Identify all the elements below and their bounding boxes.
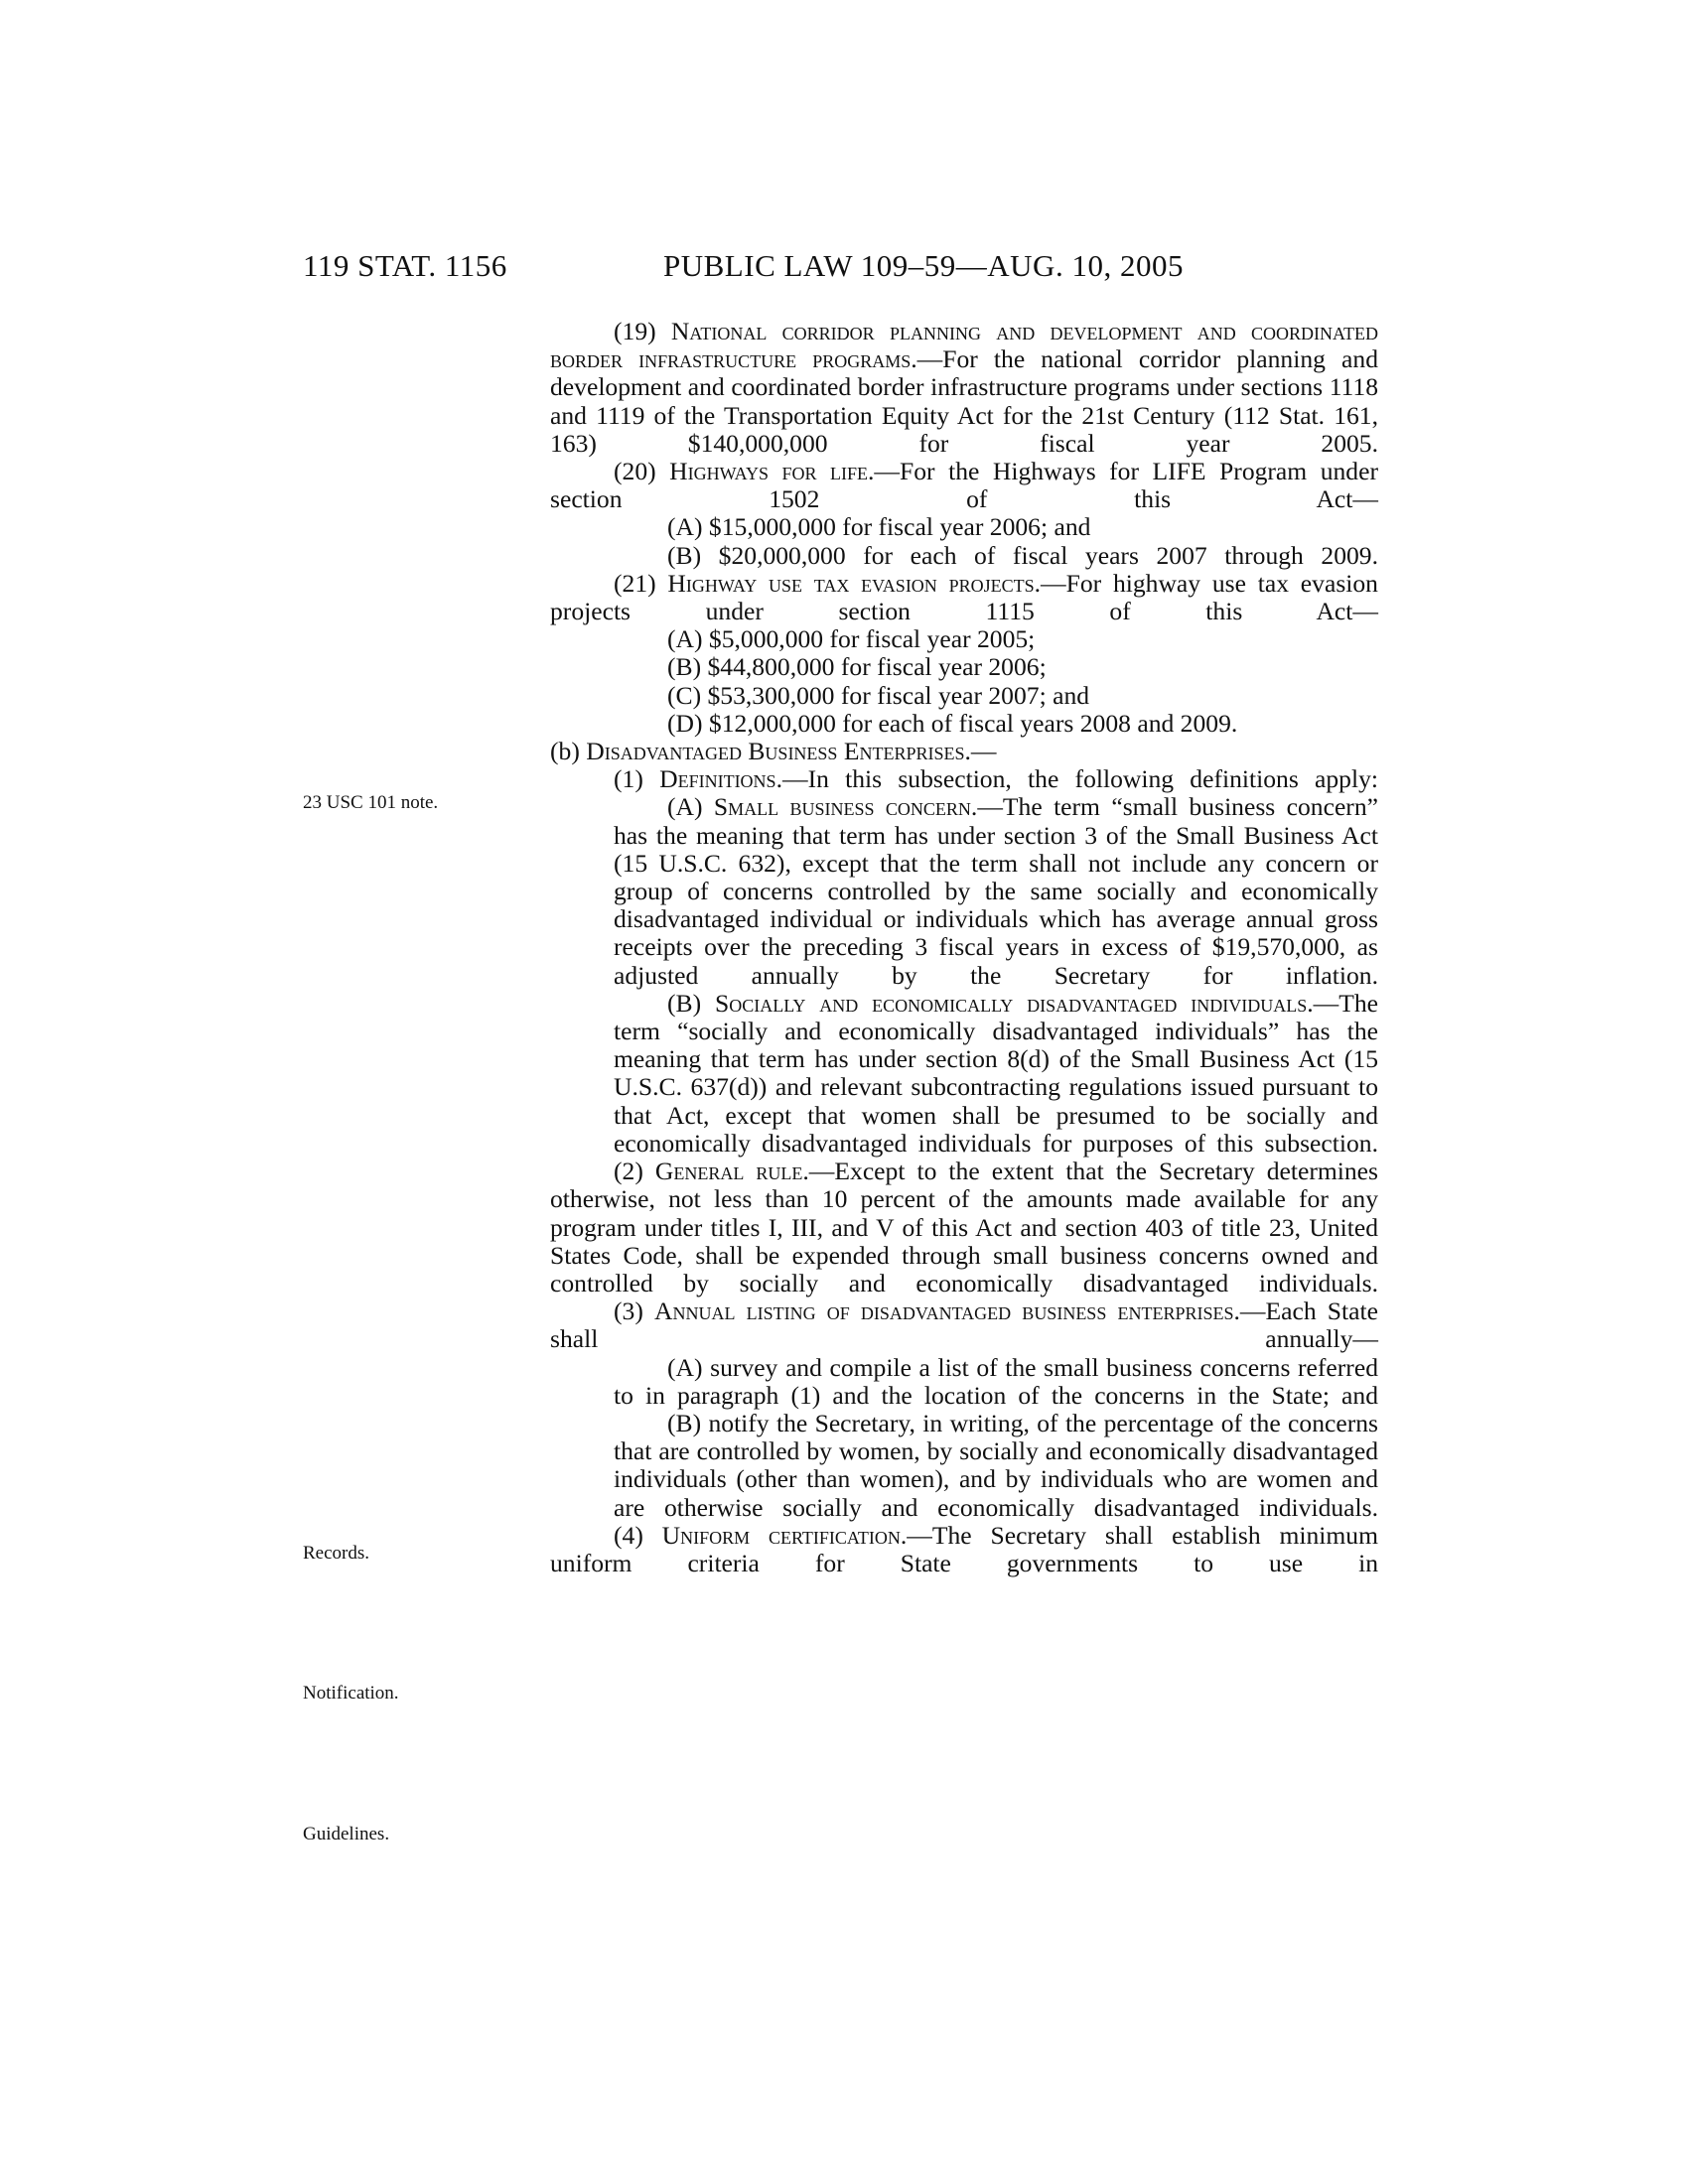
subparagraph-b-1-b: (B) Socially and economically disadvantaged individuals.—The term “socially and economically disadvantaged individuals” has the meaning that term has under section 8(d) of the Small Business Act (15 U.S.C. 637(d)) and relevant subcontracting regulations issued pursuant to that Act, except that women shall be presumed to be socially and economically disadvantaged individuals for purposes of this subsection. (614, 988, 1379, 1158)
subparagraph-b-3-b: (B) notify the Secretary, in writing, of the percentage of the concerns that are controlled by women, by socially and economically disadvantaged individuals (other than women), and by individuals who are women and are otherwise socially and economically disadvantaged individuals. (614, 1408, 1378, 1522)
page-header (0, 248, 1688, 288)
subparagraph-20-a: (A) $15,000,000 for fiscal year 2006; and (667, 512, 1091, 542)
paragraph-b-1: (1) Definitions.—In this subsection, the following definitions apply: (614, 764, 1378, 794)
margin-note-records: Records. (303, 1543, 370, 1564)
paragraph-19: (19) National corridor planning and development and coordinated border infrastructure programs.—For the national corridor planning and development and coordinated border infrastructure programs under sections 1118 and 1119 of the Transportation Equity Act for the 21st Century (112 Stat. 161, 163) $140,000,000 for fiscal year 2005. (550, 317, 1378, 458)
margin-note-notification: Notification. (303, 1683, 399, 1704)
paragraph-heading: Definitions. (659, 764, 782, 794)
subparagraph-21-d: (D) $12,000,000 for each of fiscal years 2008 and 2009. (667, 708, 1238, 738)
subparagraph-21-a: (A) $5,000,000 for fiscal year 2005; (667, 624, 1036, 654)
subparagraph-20-b: (B) $20,000,000 for each of fiscal years 2007 through 2009. (667, 540, 1378, 570)
document-body (550, 318, 1378, 1577)
subparagraph-21-b: (B) $44,800,000 for fiscal year 2006; (667, 652, 1047, 682)
paragraph-heading: Highway use tax evasion projects. (667, 568, 1042, 598)
paragraph-b-3: (3) Annual listing of disadvantaged business enterprises.—Each State shall annually— (550, 1297, 1378, 1354)
paragraph-heading: Uniform certification. (661, 1520, 908, 1550)
paragraph-heading: Highways for life. (669, 457, 875, 486)
paragraph-heading: National corridor planning and development and coordinated border infrastructure programs. (550, 317, 1378, 374)
paragraph-20: (20) Highways for life.—For the Highways for LIFE Program under section 1502 of this Act— (550, 457, 1378, 514)
stat-citation: 119 STAT. 1156 (303, 248, 507, 283)
paragraph-heading: General rule. (654, 1157, 809, 1186)
margin-note-guidelines: Guidelines. (303, 1824, 390, 1844)
subparagraph-b-1-a: (A) Small business concern.—The term “small business concern” has the meaning that term has under section 3 of the Small Business Act (15 U.S.C. 632), except that the term shall not include any concern or group of concerns controlled by the same socially and economically disadvantaged individual or individuals which has average annual gross receipts over the preceding 3 fiscal years in excess of $19,570,000, as adjusted annually by the Secretary for inflation. (614, 792, 1378, 990)
paragraph-21: (21) Highway use tax evasion projects.—For highway use tax evasion projects under section 1115 of this Act— (550, 568, 1378, 626)
law-title: PUBLIC LAW 109–59—AUG. 10, 2005 (663, 248, 1184, 283)
paragraph-heading: Annual listing of disadvantaged business enterprises. (654, 1297, 1240, 1326)
subsection-b-heading: (b) Disadvantaged Business Enterprises.— (550, 737, 997, 766)
subparagraph-b-3-a: (A) survey and compile a list of the small business concerns referred to in paragraph (1) and the location of the concerns in the State; and (614, 1352, 1378, 1410)
subparagraph-21-c: (C) $53,300,000 for fiscal year 2007; and (667, 680, 1090, 710)
paragraph-b-2: (2) General rule.—Except to the extent that the Secretary determines otherwise, not less than 10 percent of the amounts made available for any program under titles I, III, and V of this Act and section 403 of title 23, United States Code, shall be expended through small business concerns owned and controlled by socially and economically disadvantaged individuals. (550, 1157, 1378, 1297)
margin-note-usc: 23 USC 101 note. (303, 792, 439, 813)
paragraph-b-4: (4) Uniform certification.—The Secretary shall establish minimum uniform criteria for State governments to use in (550, 1520, 1378, 1577)
